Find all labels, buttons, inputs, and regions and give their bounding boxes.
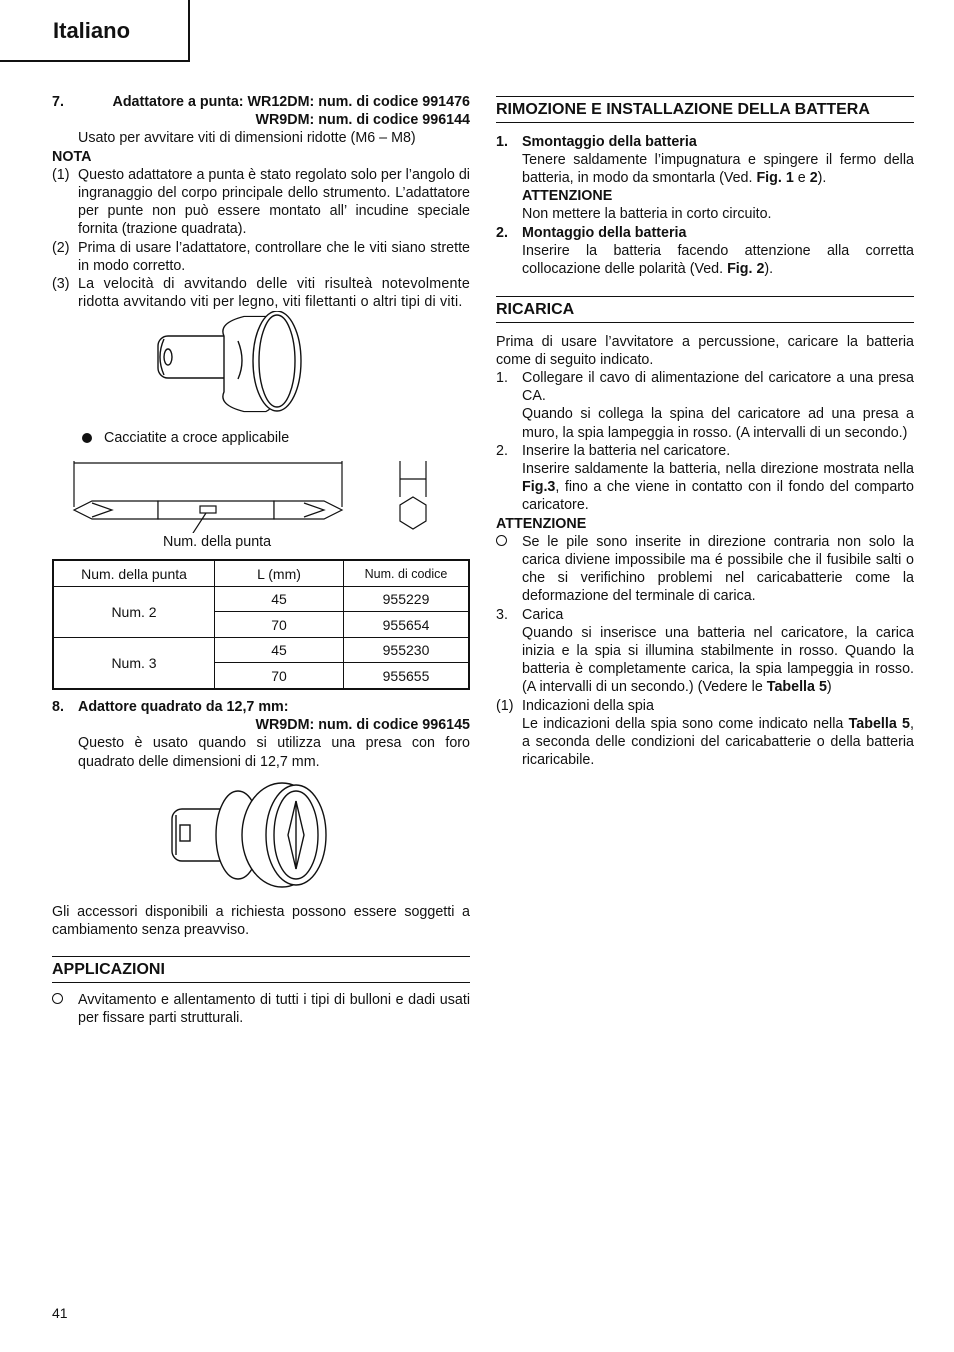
square-adapter-illustration — [52, 771, 470, 899]
table-header-row: Num. della punta L (mm) Num. di codice — [53, 560, 469, 586]
double-ended-bit-illustration — [52, 461, 470, 533]
left-column — [52, 93, 470, 1027]
rimozione-step-2-text: Inserire la batteria facendo attenzione alla corretta collocazione delle polarità (Ved. Fig. 2). — [522, 242, 914, 277]
nota-item: (1) Questo adattatore a punta è stato regolato solo per l’angolo di ingranaggio del corpo principale dello strumento. L’adattatore per punte non può essere montato all’ incudine speciale fornita (trazione quadrata). — [52, 166, 470, 238]
attenzione-text: Non mettere la batteria in corto circuito. — [522, 206, 772, 223]
ricarica-step-1-detail: Quando si collega la spina del caricatore ad una presa a muro, la spia lampeggia in rosso. (A intervalli di un secondo.) — [522, 406, 914, 441]
spia-subitem: (1) Indicazioni della spia — [496, 697, 654, 714]
table-row: 70 955655 — [53, 663, 469, 689]
item-7-title: 7. Adattatore a punta: WR12DM: num. di codice 991476 WR9DM: num. di codice 996144 — [52, 94, 470, 129]
rimozione-heading: RIMOZIONE E INSTALLAZIONE DELLA BATTERA — [496, 96, 914, 123]
circle-bullet-icon — [496, 535, 507, 546]
item-8-title: 8. Adattore quadrato da 12,7 mm: WR9DM: num. di codice 996145 — [52, 698, 470, 734]
ricarica-step-2: 2. Inserire la batteria nel caricatore. — [496, 442, 731, 459]
ricarica-attenzione-item: Se le pile sono inserite in direzione contraria non solo la carica diviene impossibile ma é possibile che il fusibile salti o che si verifichino problemi nel caricabatterie come la deformazione del terminale di carica. — [496, 533, 914, 606]
item-8-text: Questo è usato quando si utilizza una presa con foro quadrato delle dimensioni di 12,7 mm. — [78, 735, 470, 770]
item-7-text: Usato per avvitare viti di dimensioni ridotte (M6 – M8) — [78, 130, 416, 147]
item-8-title-line1: Adattore quadrato da 12,7 mm: — [78, 698, 289, 715]
applicazioni-item: Avvitamento e allentamento di tutti i tipi di bulloni e dadi usati per fissare parti strutturali. — [52, 991, 470, 1027]
bit-number-caption: Num. della punta — [163, 534, 272, 551]
nota-item: (2) Prima di usare l’adattatore, controllare che le viti siano strette in modo corretto. — [52, 239, 470, 274]
applicable-bit-bullet: Cacciatite a croce applicabile — [52, 429, 470, 461]
bullet-icon — [82, 433, 92, 443]
nota-item: (3) La velocità di avvitando delle viti risulteà notevolmente ridotta avvitando viti per legno, viti filettanti o altri tipi di viti. — [52, 276, 470, 311]
spia-subitem-detail: Le indicazioni della spia sono come indicato nella Tabella 5, a seconda delle condizioni del caricabatterie o della batteria ricaricabile. — [522, 715, 914, 769]
circle-bullet-icon — [52, 993, 63, 1004]
ricarica-step-3-detail: Quando si inserisce una batteria nel caricatore, la carica inizia e la spia si illumina stabilmente in rosso. Quando la batteria è completamente carica, la spia lampeggia in rosso. (A intervalli di un secondo.) (Vedere le Tabella 5) — [522, 624, 914, 696]
right-column — [496, 96, 914, 770]
item-8-title-line2: WR9DM: num. di codice 996145 — [255, 717, 470, 734]
attenzione-label: ATTENZIONE — [522, 188, 613, 205]
bit-adapter-illustration — [52, 311, 470, 429]
bit-adapter-figure — [52, 311, 470, 429]
nota-label: NOTA — [52, 148, 92, 165]
item-7-title-line1: Adattatore a punta: WR12DM: num. di codice 991476 — [112, 94, 470, 110]
ricarica-step-2-detail: Inserire saldamente la batteria, nella direzione mostrata nella Fig.3, fino a che viene in contatto con il fondo del comparto caricatore. — [522, 461, 914, 514]
table-row: Num. 2 45 955229 — [53, 586, 469, 612]
square-adapter-figure — [52, 771, 470, 899]
bit-code-table — [52, 559, 470, 690]
language-label: Italiano — [53, 18, 131, 43]
page-number: 41 — [52, 1305, 68, 1321]
ricarica-step-3: 3. Carica — [496, 606, 564, 623]
applicazioni-heading: APPLICAZIONI — [52, 956, 470, 983]
table-row: 70 955654 — [53, 612, 469, 638]
bit-figure — [52, 461, 470, 533]
language-tab — [0, 0, 190, 62]
rimozione-step-2: 2. Montaggio della batteria — [496, 224, 687, 241]
item-7-title-line2: WR9DM: num. di codice 996144 — [255, 112, 470, 129]
ricarica-heading: RICARICA — [496, 296, 914, 323]
table-row: Num. 3 45 955230 — [53, 637, 469, 663]
ricarica-step-1: 1. Collegare il cavo di alimentazione del caricatore a una presa CA. — [496, 370, 914, 405]
accessories-note: Gli accessori disponibili a richiesta possono essere soggetti a cambiamento senza preavviso. — [52, 903, 470, 938]
ricarica-intro: Prima di usare l’avvitatore a percussione, caricare la batteria come di seguito indicato. — [496, 333, 914, 368]
rimozione-step-1: 1. Smontaggio della batteria — [496, 133, 697, 150]
ricarica-attenzione-label: ATTENZIONE — [496, 515, 587, 532]
rimozione-step-1-text: Tenere saldamente l’impugnatura e spingere il fermo della batteria, in modo da smontarla (Ved. Fig. 1 e 2). — [522, 151, 914, 186]
